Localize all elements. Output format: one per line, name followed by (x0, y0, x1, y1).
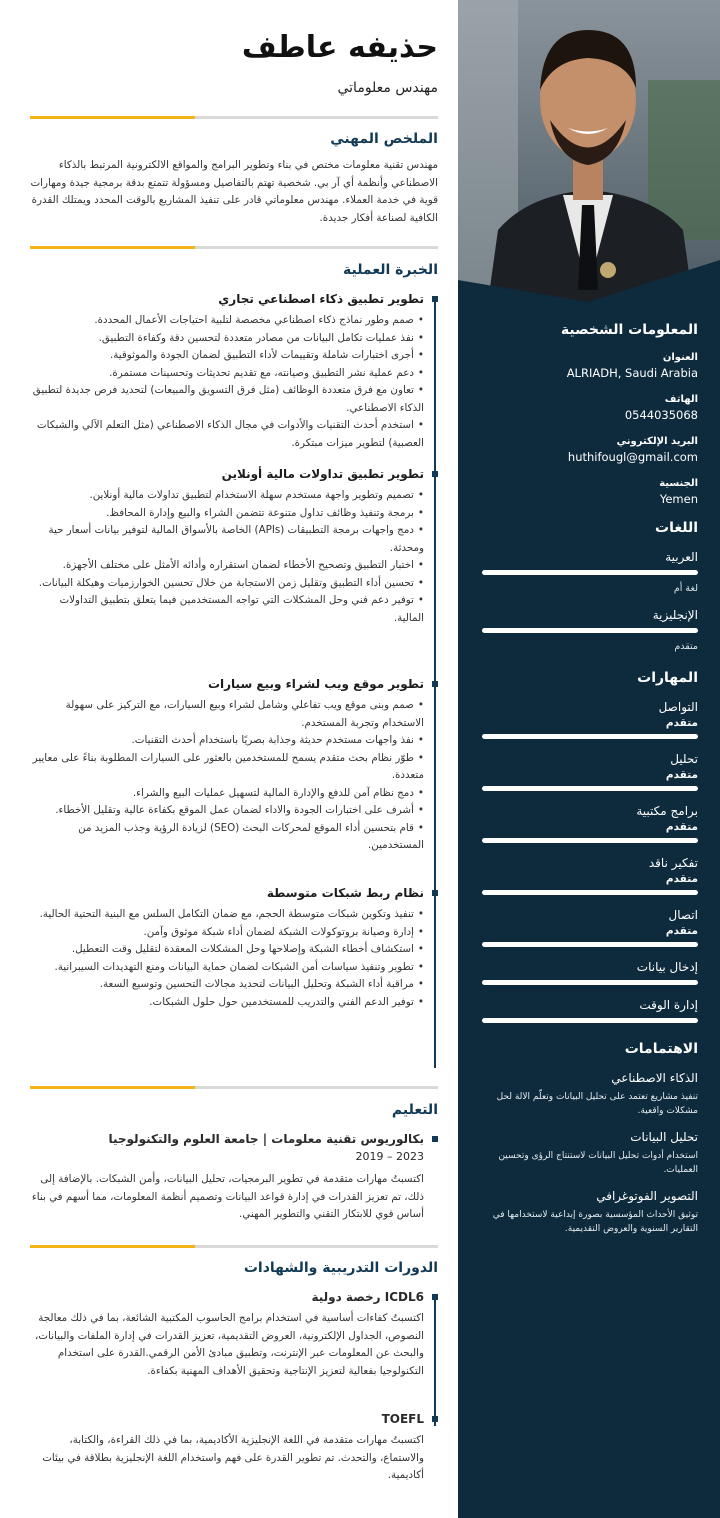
course-entry (30, 1290, 438, 1380)
job-duty: • صمم وطور نماذج ذكاء اصطناعي مخصصة لتلبية احتياجات الأعمال المحددة. (30, 312, 424, 330)
language-item (482, 608, 698, 652)
job-duty: • توفير الدعم الفني والتدريب للمستخدمين حول حلول الشبكات. (30, 994, 424, 1012)
degree-years-text: 2019 – 2023 (355, 1150, 424, 1163)
photo-edge-shape (458, 250, 720, 305)
course-description: اكتسبتُ مهارات متقدمة في اللغة الإنجليزية الأكاديمية، بما في ذلك القراءة، والكتابة، والاستماع، والتحدث. تم تطوير القدرة على فهم واستخدام اللغة الإنجليزية بطلاقة في بيئات أكاديمية. (42, 1434, 424, 1481)
job-entry (30, 292, 438, 452)
skill-name: تفكير ناقد (648, 856, 698, 870)
email-value: huthifougl@gmail.com (567, 450, 698, 464)
interest-title: التصوير الفوتوغرافي (596, 1189, 698, 1203)
skill-name: برامج مكتبية (636, 804, 698, 818)
skill-level: متقدم (665, 821, 698, 833)
skill-level: متقدم (665, 769, 698, 781)
degree-title: بكالوريوس تقنية معلومات | جامعة العلوم والتكنولوجيا (30, 1132, 438, 1146)
job-duty: • قام بتحسين أداء الموقع لمحركات البحث (SEO) لزيادة الرؤية وجذب المزيد من المستخدمين. (30, 820, 424, 855)
skill-item (482, 752, 698, 791)
address-label: العنوان (662, 352, 698, 363)
job-duty: • تعاون مع فرق متعددة الوظائف (مثل فرق التسويق والمبيعات) لتحديد فرص جديدة لتطبيق الذكاء الاصطناعي. (30, 382, 424, 417)
job-entry-title: تطوير تطبيق ذكاء اصطناعي تجاري (30, 292, 438, 306)
skill-level: متقدم (665, 873, 698, 885)
job-duty: • تصميم وتطوير واجهة مستخدم سهلة الاستخدام لتطبيق تداولات مالية أونلاين. (30, 487, 424, 505)
job-duty: • صمم وبنى موقع ويب تفاعلي وشامل لشراء وبيع السيارات، مع التركيز على سهولة الاستخدام وتجربة المستخدم. (30, 697, 424, 732)
summary-title: الملخص المهني (330, 131, 438, 147)
language-bar (482, 628, 698, 633)
skill-name: التواصل (658, 700, 698, 714)
job-entry (30, 886, 438, 1011)
nationality-label: الجنسية (659, 478, 698, 489)
person-name: حذيفه عاطف (241, 30, 438, 65)
section-divider (30, 116, 438, 119)
interest-item (482, 1071, 698, 1118)
sidebar (458, 0, 720, 1518)
courses-title: الدورات التدريبية والشهادات (243, 1260, 438, 1276)
skill-bar (482, 890, 698, 895)
skill-name: إدخال بيانات (636, 960, 698, 974)
course-entry (30, 1412, 438, 1485)
education-title: التعليم (391, 1102, 438, 1118)
skill-item (482, 804, 698, 843)
personal-info-title: المعلومات الشخصية (560, 322, 698, 338)
interest-title: تحليل البيانات (630, 1130, 698, 1144)
skill-bar (482, 942, 698, 947)
skill-name: إدارة الوقت (639, 998, 698, 1012)
phone-label: الهاتف (664, 394, 698, 405)
job-duty: • تطوير وتنفيذ سياسات أمن الشبكات لضمان حماية البيانات ومنع التهديدات السيبرانية. (30, 959, 424, 977)
email-label: البريد الإلكتروني (616, 436, 698, 447)
language-name: الإنجليزية (652, 608, 698, 622)
job-duty: • أشرف على اختبارات الجودة والاداء لضمان عمل الموقع بكفاءة عالية وتقليل الأخطاء. (30, 802, 424, 820)
job-duties (30, 697, 438, 855)
degree-description: اكتسبتُ مهارات متقدمة في تطوير البرمجيات، تحليل البيانات، وأمن الشبكات. بالإضافة إلى ذلك، تم تعزيز القدرات في إدارة قواعد البيانات وتصميم أنظمة المعلومات، مما أسهم في بناء أساس قوي للابتكار التقني والتطوير المهني. (31, 1173, 424, 1220)
job-duty: • نفذ واجهات مستخدم حديثة وجذابة بصريًا باستخدام أحدث التقنيات. (30, 732, 424, 750)
job-entry-title: تطوير تطبيق تداولات مالية أونلاين (30, 467, 438, 481)
interest-title: الذكاء الاصطناعي (611, 1071, 698, 1085)
skill-bar (482, 980, 698, 985)
skill-bar (482, 734, 698, 739)
course-title: ICDL6 رخصة دولية (30, 1290, 438, 1304)
job-duty: • برمجة وتنفيذ وظائف تداول متنوعة تتضمن الشراء والبيع وإدارة المحافظ. (30, 505, 424, 523)
job-duties (30, 487, 438, 627)
education-entry (30, 1132, 438, 1224)
job-duty: • توفير دعم فني وحل المشكلات التي تواجه المستخدمين فيما يتعلق بتطبيق التداولات المالية. (30, 592, 424, 627)
skills-title: المهارات (637, 670, 698, 686)
job-duty: • طوّر نظام بحث متقدم يسمح للمستخدمين بالعثور على السيارات المطلوبة بناءً على معايير متعددة. (30, 750, 424, 785)
summary-text: مهندس تقنية معلومات مختص في بناء وتطوير البرامج والمواقع الالكترونية المرتبط بالذكاء الاصطناعي وأنظمة أي آر بي. شخصية تهتم بالتفاصيل ومسؤولة تتمتع بدقة برمجية جيدة ومهارات قوية في خدمة العملاء. مهندس معلوماتي قادر على تنفيذ المشاريع بالوقت المحدد ويمتلك القدرة الكافية لصناعة أفكار جديدة. (30, 159, 438, 224)
language-bar (482, 570, 698, 575)
job-duties (30, 312, 438, 452)
skill-bar (482, 838, 698, 843)
course-title: TOEFL (30, 1412, 438, 1426)
job-duty: • أجرى اختبارات شاملة وتقييمات لأداء التطبيق لضمان الجودة والموثوقية. (30, 347, 424, 365)
job-duty: • دعم عملية نشر التطبيق وصيانته، مع تقديم تحديثات وتحسينات مستمرة. (30, 365, 424, 383)
section-divider (30, 1086, 438, 1089)
languages-title: اللغات (655, 520, 698, 536)
degree-years (30, 1150, 438, 1163)
skill-item (482, 700, 698, 739)
job-duty: • استكشاف أخطاء الشبكة وإصلاحها وحل المشكلات المعقدة لتقليل وقت التعطيل. (30, 941, 424, 959)
language-level: متقدم (674, 641, 698, 652)
job-entry (30, 467, 438, 627)
job-duty: • نفذ عمليات تكامل البيانات من مصادر متعددة لتحسين دقة وكفاءة التطبيق. (30, 330, 424, 348)
skill-name: تحليل (670, 752, 698, 766)
course-description: اكتسبتُ كفاءات أساسية في استخدام برامج الحاسوب المكتبية الشائعة، بما في ذلك معالجة النصوص، الجداول الإلكترونية، العروض التقديمية، تعزيز القدرات في إدارة الملفات والبيانات، والبحث عن المعلومات عبر الإنترنت، وتطبيق مبادئ الأمن الرقمي.القدرة على استخدام التكنولوجيا بفعالية لتعزيز الإنتاجية وتحقيق الأهداف المهنية بكفاءة. (34, 1312, 424, 1377)
personal-info-list (482, 352, 698, 506)
job-duty: • دمج واجهات برمجة التطبيقات (APIs) الخاصة بالأسواق المالية لتوفير بيانات أسعار حية ومحدثة. (30, 522, 424, 557)
job-title: مهندس معلوماتي (337, 80, 438, 96)
interest-item (482, 1130, 698, 1177)
nationality-value: Yemen (659, 492, 698, 506)
experience-title: الخبرة العملية (343, 262, 438, 278)
job-entry-title: نظام ربط شبكات متوسطة (30, 886, 438, 900)
job-entry (30, 677, 438, 855)
skill-name: اتصال (668, 908, 698, 922)
job-duty: • دمج نظام آمن للدفع والإدارة المالية لتسهيل عمليات البيع والشراء. (30, 785, 424, 803)
skill-level: متقدم (665, 925, 698, 937)
job-duties (30, 906, 438, 1011)
interests-title: الاهتمامات (624, 1041, 698, 1057)
phone-value: 0544035068 (624, 408, 698, 422)
skill-item (482, 998, 698, 1023)
job-entry-title: تطوير موقع ويب لشراء وبيع سيارات (30, 677, 438, 691)
sidebar-content (482, 322, 698, 1248)
job-duty: • إدارة وصيانة بروتوكولات الشبكة لضمان أداء شبكة موثوق وآمن. (30, 924, 424, 942)
job-duty: • مراقبة أداء الشبكة وتحليل البيانات لتحديد مجالات التحسين وتوسيع السعة. (30, 976, 424, 994)
skill-item (482, 908, 698, 947)
language-name: العربية (665, 550, 698, 564)
skill-bar (482, 1018, 698, 1023)
interest-item (482, 1189, 698, 1236)
language-item (482, 550, 698, 594)
language-level: لغة أم (673, 583, 698, 594)
skill-item (482, 856, 698, 895)
skill-bar (482, 786, 698, 791)
job-duty: • تحسين أداء التطبيق وتقليل زمن الاستجابة من خلال تحسين الخوارزميات وهيكلة البيانات. (30, 575, 424, 593)
section-divider (30, 1245, 438, 1248)
address-value: ALRIADH, Saudi Arabia (566, 366, 698, 380)
job-duty: • تنفيذ وتكوين شبكات متوسطة الحجم، مع ضمان التكامل السلس مع البنية التحتية الحالية. (30, 906, 424, 924)
interest-desc: توثيق الأحداث المؤسسية بصورة إبداعية لاستخدامها في التقارير السنوية والعروض التقديمية. (492, 1210, 698, 1234)
job-duty: • استخدم أحدث التقنيات والأدوات في مجال الذكاء الاصطناعي (مثل التعلم الآلي والشبكات العصبية) لتطوير ميزات مبتكرة. (30, 417, 424, 452)
skill-level: متقدم (665, 717, 698, 729)
section-divider (30, 246, 438, 249)
interest-desc: استخدام أدوات تحليل البيانات لاستنتاج الرؤى وتحسين العمليات. (498, 1151, 698, 1175)
skill-item (482, 960, 698, 985)
job-duty: • اختبار التطبيق وتصحيح الأخطاء لضمان استقراره وأدائه الأمثل على مختلف الأجهزة. (30, 557, 424, 575)
interest-desc: تنفيذ مشاريع تعتمد على تحليل البيانات وتعلّم الالة لحل مشكلات واقعية. (496, 1092, 698, 1116)
